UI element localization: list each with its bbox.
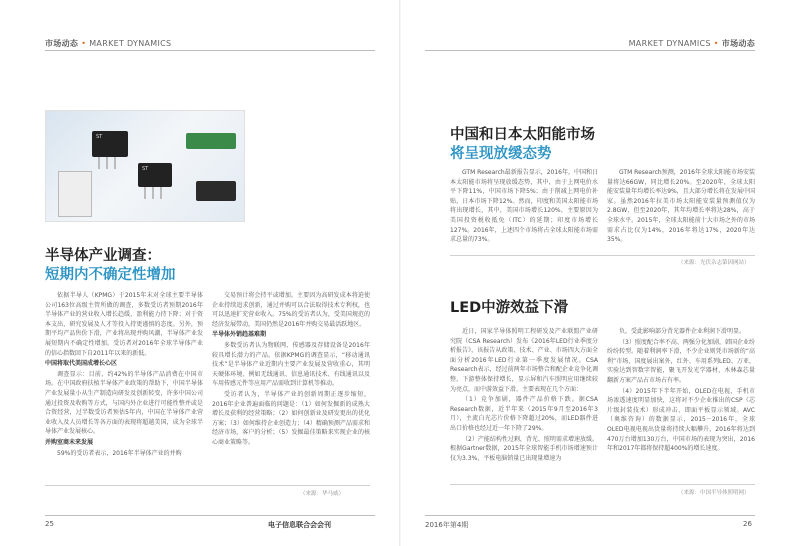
article3-paragraph: 负，受此影响部分背光器件企业利润下滑明显。 xyxy=(619,328,746,335)
article1-paragraph: 受访者认为，半导体产业的创新周期正逐步缩短，2016年企业普遍面临的问题是：（1）如何发掘新的成熟大增长及获利的经营策略；（2）如何创新业及研发更出的优化方案；（3）如何维持企业创造力；（4）精确预测产品需求和经济市场，客户的分析；（5）发掘最佳策略来实现企业的核心商业策略等。 xyxy=(212,390,370,446)
article2-source-rule xyxy=(450,255,755,256)
article3-column-1 xyxy=(450,327,598,464)
article1-paragraph: 59%的受访者表示，2016年半导体产业的并购 xyxy=(57,449,182,457)
article3-source-rule xyxy=(450,484,755,485)
header-rule-left xyxy=(45,50,375,51)
article3-paragraph: （3）照度配合率不高、两强分化加剧，韩国企业纷纷纷转型。随着利润率下滑，不少企业则凭市场新的“高利”市场，国度展出案外，红外、车用系列LED、万亚，实验达到智数字智能，聚飞开发光学器材，木林森芯量翻新方案产品占市场占有率。 xyxy=(607,338,755,384)
footer-rule-right xyxy=(425,515,755,516)
magazine-name: 电子信息联合会会刊 xyxy=(268,521,331,529)
article1-title-block xyxy=(45,247,176,285)
article3-paragraph: （4）2015年下半年开始，OLED在电视、手机市场渗透速度明显加快，这将对不少企业推出的CSP（芯片级封装技术）形成冲击、即面平板显示领域。AVC（奥维咨询）的数据显示，2015－2016年，全球OLED电视电视出货量将持续大幅攀升，2016年将达到470万台增加130万台，中国市场的表现为突出，2016年和2017年都将保持超400%的增长速度。 xyxy=(607,387,755,453)
footer-rule-left xyxy=(45,515,375,516)
article3-title: LED中游效益下滑 xyxy=(450,300,569,316)
article2-column-2 xyxy=(607,168,755,246)
circuit-board-image xyxy=(186,133,236,149)
article2-paragraph: GTM Research预测，2016年全球太阳能市场安装量将达66GW，同比增长20%。至2020年，全球太阳能安装量年均增长率达9%，且大部分增长将在发展中国家。虽然2016年拉美市场太阳能安装量预测值仅为2.8GW，但至2020年，其年均增长率将达28%，高于全球水平。2015年，全球太阳能前十大市场之外的市场需求占比仅为14%，2016年将达17%，2020年达35%。 xyxy=(607,169,755,244)
header-left-cn: 市场动态 xyxy=(45,39,79,48)
header-left-en: MARKET DYNAMICS xyxy=(89,39,172,48)
article1-paragraph: 调查显示：目前，约42%的半导体产品消费在中国市场。在中国政府扶植半导体产业政策的帮助下，中国半导体产业发展量小从生产制造向研发及创新转变，许多中国公司通过投资及收购等方式，与国内外企业进行可能性整并或是合资经营，过半数受访者预估5年内，中国在半导体产业营业收入及人员增长等各方面的表现将超越美国，成为全球半导体产业发展核心。 xyxy=(45,370,203,436)
page-number-right: 26 xyxy=(743,520,752,528)
article1-column-2 xyxy=(212,291,370,449)
article1-column-1 xyxy=(45,291,203,459)
header-left xyxy=(45,38,171,49)
article1-source-rule xyxy=(45,485,370,486)
header-right-cn: 市场动态 xyxy=(721,39,755,48)
article3-source: （来源：中国半导体照明网） xyxy=(678,490,750,496)
header-left-dot: • xyxy=(81,39,87,48)
article1-paragraph: 依据半导人（KPMG）于2015年末对全球主要半导体公司163位高级主管所做的调查，多数受访者预期2016年半导体产业的营业收入增长趋缓、盈利能力持下降；对于资本支出、研究发展及人才等投入持更谨慎的态度。另外，预期平均产品售价下滑，产业将出现并购风潮，半导体产业发展短期内不确定性增加。受访者对2016年全球半导体产业的信心指数回下自2011年以来的新低。 xyxy=(45,292,203,357)
header-right-en: MARKET DYNAMICS xyxy=(628,39,711,48)
article1-subtitle: 短期内不确定性增加 xyxy=(45,267,176,283)
article3-paragraph: （2）产能结构性过剩，背光、照明需求增速放缓。根据Gartner数据，2015年全球智能手机市场增速预计仅为3.3%，平板电脑销量已出现量增速为 xyxy=(450,435,598,462)
article1-subheading: 半导体外销趋基难期 xyxy=(212,331,267,339)
issue-label: 2016年第4期 xyxy=(425,521,469,529)
article2-title: 中国和日本太阳能市场 xyxy=(450,127,595,143)
computer-case-image xyxy=(58,171,92,217)
header-rule-right xyxy=(425,50,755,51)
article2-source: （来源：光伏杂志第因网站） xyxy=(678,260,750,266)
article3-paragraph: （1）竞争加剧，器件产品价格下跌。据CSA Research数据，近半年来（2015年9月至2016年3月），主流白光芯片价格下降超过20%，而LED器件进出口价格也经过近一年下降了29%。 xyxy=(450,396,598,432)
article2-subtitle: 将呈现放缓态势 xyxy=(450,146,552,162)
module-image xyxy=(196,181,236,201)
semiconductor-photo xyxy=(45,110,245,222)
article1-subheading: 并购室商未来发展 xyxy=(45,438,94,446)
chip-image: ST xyxy=(92,131,128,157)
page-number-left: 25 xyxy=(45,520,54,528)
article3-paragraph: 近日，国家半导体照明工程研发及产业联盟产业研究院（CSA Research）发布《2016年LED行业季度分析报告》，该报告从政策、技术、产业、市场四大方面全面分析2016年LED行业第一季度发展情况。CSA Research表示，经过前两年市场整合和配企业竞争化调整，下游整体保持增长，显示屏和汽车照明应用继续较为亮点，而中游效益下滑，主要表现在几个方面： xyxy=(450,328,598,393)
page-gutter xyxy=(399,0,401,546)
article1-source: （来源：华马威） xyxy=(300,491,345,497)
article1-title: 半导体产业调查： xyxy=(45,248,161,264)
article1-paragraph: 交易预计将会持平或增加。主要因为高研发成本将迫使企业持续追求创新，通过并购可以合法取得技术专利权，也可以迅速扩充营业收入。75%的受访者认为，受美国规范的经济发展带动，美国仍然是2016年并购交易最活跃地区。 xyxy=(212,292,370,328)
article2-paragraph: GTM Research最新报告显示，2016年，中国和日本太阳能市场将呈现放缓态势，其中，由于上网电价水平下降11%，中国市场下降5%；由于削减上网电价补贴，日本市场下降12%。然而，印度和美国太阳能市场将出现增长，其中，美国市场增长120%，主要原因为美国投资税收抵免（ITC）的延期；印度市场增长127%。2016年，上述四个市场将占全球太阳能市场需求总量的73%。 xyxy=(450,169,598,244)
article2-column-1 xyxy=(450,168,598,246)
chip-image: ST xyxy=(138,163,172,187)
header-right-dot: • xyxy=(713,39,719,48)
header-right xyxy=(629,38,755,49)
article1-paragraph: 多数受访者认为物联网、传感器及存储设备是2016年较具增长潜力的产品。依据KPMG的调查显示，“移动通讯技术”是半导体产业近期内主要产业发展及营收重心，其明天硬体环境、例如无线通讯、信息通讯技术、有线通讯以及车用传感元件等应用产品需收到计算机等推动。 xyxy=(212,341,370,388)
article1-subheading: 中国将取代美国成增长心区 xyxy=(45,360,118,368)
article2-title-block xyxy=(450,126,595,164)
article3-column-2 xyxy=(607,327,755,455)
